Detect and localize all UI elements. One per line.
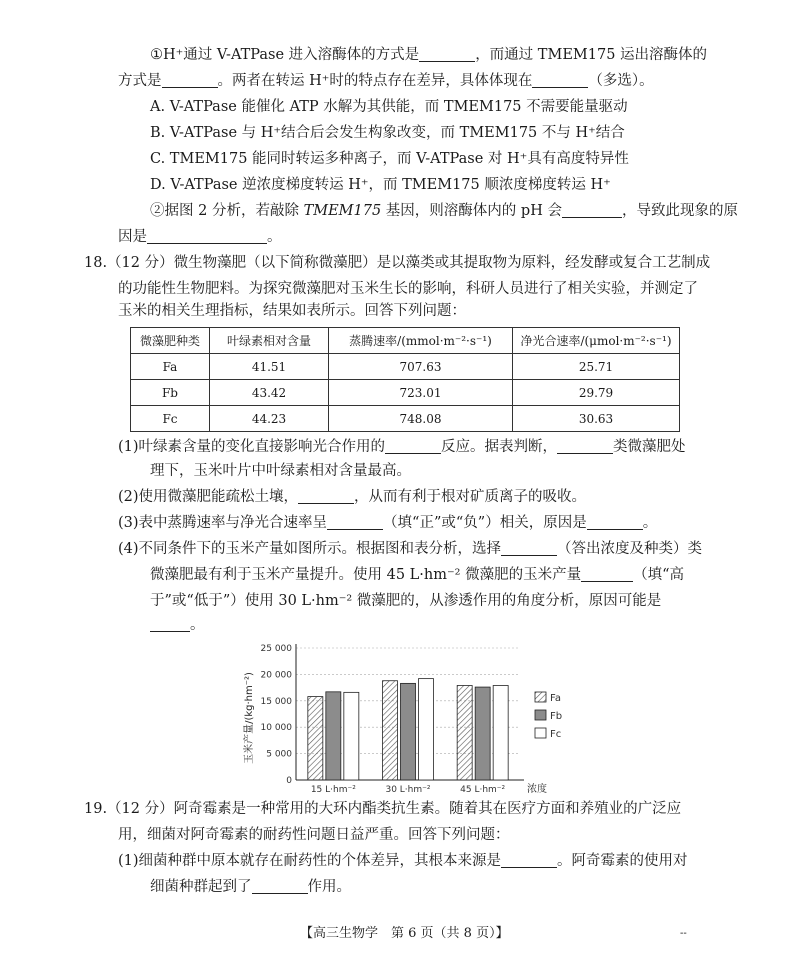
- q18-text: ，从而有利于根对矿质离子的吸收。: [354, 489, 587, 505]
- y-tick-label: 0: [286, 776, 292, 786]
- q18-text: 玉米的相关生理指标，结果如表所示。回答下列问题：: [118, 303, 466, 319]
- q18-text: 理下，玉米叶片中叶绿素相对含量最高。: [150, 463, 411, 479]
- q18-text: （填“高: [633, 567, 684, 583]
- q17-option-d: [150, 174, 611, 196]
- q18-sub-2: [118, 486, 586, 508]
- legend-label: Fb: [550, 711, 563, 722]
- option-text: A. V-ATPase 能催化 ATP 水解为其供能，而 TMEM175 不需要能量驱动: [150, 99, 628, 115]
- q17-line-2: [118, 70, 654, 92]
- table-cell: 41.51: [210, 354, 329, 380]
- answer-blank[interactable]: [587, 513, 643, 530]
- q18-intro-3: [118, 300, 466, 322]
- q17-text: 基因，则溶酶体内的 pH 会: [381, 203, 562, 219]
- q17-option-c: [150, 148, 629, 170]
- bar-fb: [475, 687, 490, 780]
- answer-blank[interactable]: [252, 877, 308, 894]
- table-header-row: [131, 328, 680, 354]
- table-row: [131, 354, 680, 380]
- q18-text: （填“正”或“负”）相关，原因是: [383, 515, 587, 531]
- q17-text: ②据图 2 分析，若敲除: [150, 203, 304, 219]
- y-tick-label: 20 000: [260, 670, 292, 681]
- q17-text: ，而通过 TMEM175 运出溶酶体的: [475, 47, 708, 63]
- corner-mark: --: [680, 928, 687, 939]
- bar-fa: [308, 697, 323, 780]
- q18-intro-1: [84, 252, 710, 274]
- q18-text: (4)不同条件下的玉米产量如图所示。根据图和表分析，选择: [118, 541, 502, 557]
- table-header: 微藻肥种类: [131, 328, 210, 354]
- data-table: [130, 327, 680, 432]
- bar-fa: [457, 685, 472, 780]
- table-cell: 43.42: [210, 380, 329, 406]
- y-tick-label: 5 000: [266, 749, 292, 760]
- q19-text: 作用。: [307, 879, 351, 895]
- option-text: C. TMEM175 能同时转运多种离子，而 V-ATPase 对 H⁺具有高度特异性: [150, 151, 629, 167]
- q17-line-1: [150, 44, 707, 66]
- q19-intro-2: [118, 824, 510, 846]
- table-cell: 723.01: [329, 380, 513, 406]
- q18-sub-1-cont: [150, 460, 411, 482]
- q17-text: ①H⁺通过 V-ATPase 进入溶酶体的方式是: [150, 47, 420, 63]
- gene-name: TMEM175: [303, 203, 382, 219]
- q17-line-4: [118, 226, 282, 248]
- q18-text: 。: [190, 617, 205, 633]
- q17-text: ，导致此现象的原: [621, 203, 738, 219]
- q17-text: （多选）。: [588, 73, 654, 89]
- answer-blank[interactable]: [532, 71, 588, 88]
- q17-option-a: [150, 96, 628, 118]
- answer-blank[interactable]: [147, 227, 267, 244]
- legend-label: Fc: [550, 729, 562, 740]
- answer-blank[interactable]: [385, 437, 441, 454]
- legend-swatch: [535, 692, 546, 702]
- option-text: B. V-ATPase 与 H⁺结合后会发生构象改变，而 TMEM175 不与 H⁺结合: [150, 125, 625, 141]
- bar-fc: [344, 692, 359, 780]
- q18-sub-4: [118, 538, 702, 560]
- x-tick-label: 15 L·hm⁻²: [310, 785, 356, 795]
- q19-sub-1: [118, 850, 688, 872]
- table-cell: 707.63: [329, 354, 513, 380]
- chart-bars: [308, 679, 508, 780]
- q19-intro-1: [84, 798, 681, 820]
- q18-sub-4-cont-2: [150, 590, 661, 612]
- table-row: [131, 406, 680, 432]
- q17-text: 。: [267, 229, 282, 245]
- q18-text: 类微藻肥处: [613, 439, 686, 455]
- y-tick-label: 10 000: [260, 723, 292, 734]
- bar-fb: [326, 692, 341, 780]
- q18-sub-4-cont-3: [150, 614, 205, 636]
- table-cell: 29.79: [513, 380, 680, 406]
- yield-bar-chart: [230, 636, 580, 796]
- q18-text: 反应。据表判断，: [441, 439, 558, 455]
- table-header: 蒸腾速率/(mmol·m⁻²·s⁻¹): [329, 328, 513, 354]
- q18-text: (2)使用微藻肥能疏松土壤，: [118, 489, 299, 505]
- table-row: [131, 380, 680, 406]
- page-footer: 【高三生物学 第 6 页（共 8 页）】: [300, 926, 509, 941]
- chart-legend: [535, 692, 562, 740]
- q19-text: 。阿奇霉素的使用对: [557, 853, 688, 869]
- q18-text: (3)表中蒸腾速率与净光合速率呈: [118, 515, 328, 531]
- answer-blank[interactable]: [327, 513, 383, 530]
- table-cell: 30.63: [513, 406, 680, 432]
- legend-label: Fa: [550, 693, 561, 704]
- q18-text: 的功能性生物肥料。为探究微藻肥对玉米生长的影响，科研人员进行了相关实验，并测定了: [118, 281, 698, 297]
- q18-intro-2: [118, 278, 698, 300]
- legend-swatch: [535, 728, 546, 738]
- q17-text: 。两者在转运 H⁺时的特点存在差异，具体体现在: [217, 73, 533, 89]
- q19-sub-1-cont: [150, 876, 351, 898]
- q18-sub-4-cont-1: [150, 564, 684, 586]
- q18-text: （答出浓度及种类）类: [557, 541, 703, 557]
- answer-blank[interactable]: [557, 437, 613, 454]
- answer-blank[interactable]: [581, 565, 633, 582]
- y-tick-label: 15 000: [260, 696, 292, 707]
- bar-fc: [493, 685, 508, 780]
- table-cell: Fa: [131, 354, 210, 380]
- table-header: 净光合速率/(μmol·m⁻²·s⁻¹): [513, 328, 680, 354]
- x-tick-label: 30 L·hm⁻²: [385, 785, 431, 795]
- q18-text: 微藻肥最有利于玉米产量提升。使用 45 L·hm⁻² 微藻肥的玉米产量: [150, 567, 582, 583]
- q17-line-3: [150, 200, 738, 222]
- q18-sub-1: [118, 436, 686, 458]
- answer-blank[interactable]: [419, 45, 475, 62]
- q17-option-b: [150, 122, 625, 144]
- q18-text: 。: [642, 515, 658, 531]
- table-cell: 25.71: [513, 354, 680, 380]
- q18-sub-3: [118, 512, 657, 534]
- table-cell: 44.23: [210, 406, 329, 432]
- answer-blank[interactable]: [150, 615, 190, 632]
- answer-blank[interactable]: [501, 539, 557, 556]
- q18-text: 于”或“低于”）使用 30 L·hm⁻² 微藻肥的，从渗透作用的角度分析，原因可能是: [150, 593, 662, 609]
- q19-text: 细菌种群起到了: [150, 879, 252, 895]
- y-tick-label: 25 000: [260, 644, 292, 654]
- table-cell: Fb: [131, 380, 210, 406]
- x-axis-label: 浓度: [527, 784, 547, 795]
- table-header: 叶绿素相对含量: [210, 328, 329, 354]
- q18-text: (1)叶绿素含量的变化直接影响光合作用的: [118, 439, 386, 455]
- q19-text: 19.（12 分）阿奇霉素是一种常用的大环内酯类抗生素。随着其在医疗方面和养殖业的广泛应: [84, 801, 682, 817]
- q19-text: (1)细菌种群中原本就存在耐药性的个体差异，其根本来源是: [118, 853, 502, 869]
- answer-blank[interactable]: [562, 201, 622, 218]
- table-cell: Fc: [131, 406, 210, 432]
- table-cell: 748.08: [329, 406, 513, 432]
- answer-blank[interactable]: [298, 487, 354, 504]
- x-tick-label: 45 L·hm⁻²: [460, 785, 506, 795]
- legend-swatch: [535, 710, 546, 720]
- q17-text: 因是: [118, 229, 147, 245]
- bar-fb: [401, 683, 416, 780]
- q18-text: 18.（12 分）微生物藻肥（以下简称微藻肥）是以藻类或其提取物为原料，经发酵或复合工艺制成: [84, 255, 711, 271]
- y-axis-label: 玉米产量/(kg·hm⁻²): [244, 672, 255, 764]
- bar-fc: [419, 679, 434, 780]
- answer-blank[interactable]: [162, 71, 218, 88]
- q19-text: 用，细菌对阿奇霉素的耐药性问题日益严重。回答下列问题：: [118, 827, 510, 843]
- option-text: D. V-ATPase 逆浓度梯度转运 H⁺，而 TMEM175 顺浓度梯度转运 H⁺: [150, 177, 611, 193]
- q17-text: 方式是: [118, 73, 162, 89]
- bar-fa: [383, 681, 398, 780]
- answer-blank[interactable]: [501, 851, 557, 868]
